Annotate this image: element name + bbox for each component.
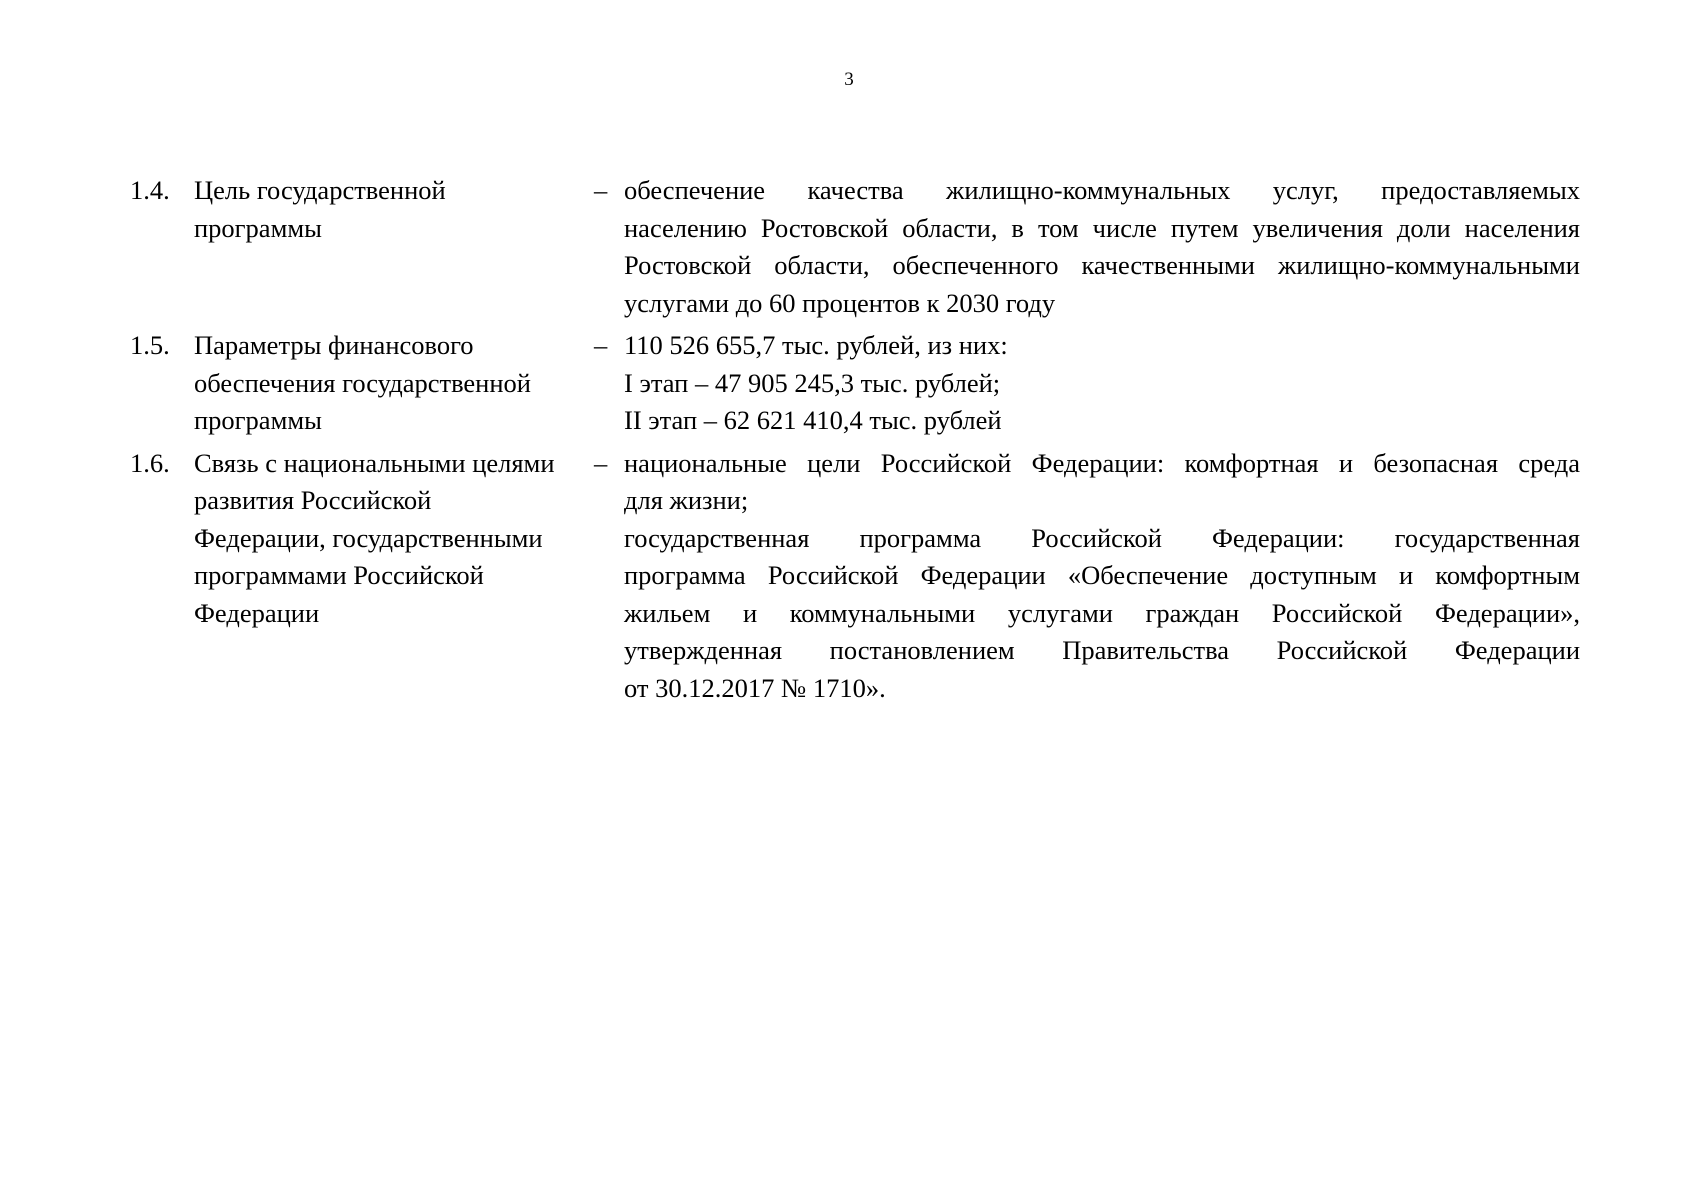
- program-passport-list: [130, 172, 1580, 712]
- row-value-line: населению Ростовской области, в том числе путем увеличения доли населения: [624, 212, 1580, 243]
- row-title-line: Федерации, государственными: [194, 522, 543, 553]
- row-title: [194, 172, 594, 247]
- row-value-line: для жизни;: [624, 485, 749, 515]
- row-value: [624, 172, 1580, 322]
- passport-row-goal: [130, 172, 1580, 322]
- row-title-line: Федерации: [194, 597, 320, 628]
- page-number: 3: [844, 69, 854, 90]
- row-number: 1.6.: [130, 447, 170, 478]
- row-value-line: услугами до 60 процентов к 2030 году: [624, 287, 1056, 318]
- row-number: 1.5.: [130, 330, 170, 360]
- row-value-line: программа Российской Федерации «Обеспечение доступным и комфортным: [624, 560, 1580, 590]
- row-title-line: программы: [194, 212, 322, 243]
- row-value-line: 110 526 655,7 тыс. рублей, из них:: [624, 330, 1008, 360]
- row-value-line: государственная программа Российской Федерации: государственная: [624, 522, 1580, 553]
- row-dash: –: [594, 330, 608, 360]
- row-value: [624, 445, 1580, 708]
- row-value-line: II этап – 62 621 410,4 тыс. рублей: [624, 405, 1002, 435]
- row-value-line: обеспечение качества жилищно-коммунальных услуг, предоставляемых: [624, 175, 1580, 205]
- row-value-line: утвержденная постановлением Правительства Российской Федерации: [624, 635, 1580, 665]
- passport-row-financing: [130, 327, 1580, 440]
- row-title-line: программы: [194, 405, 322, 435]
- row-number: 1.4.: [130, 175, 170, 205]
- passport-row-national-goals: [130, 445, 1580, 708]
- row-value-line: от 30.12.2017 № 1710».: [624, 672, 886, 703]
- row-value: [624, 327, 1580, 440]
- row-title-line: Параметры финансового: [194, 330, 474, 360]
- row-value-line: Ростовской области, обеспеченного качественными жилищно-коммунальными: [624, 250, 1580, 280]
- row-value-line: национальные цели Российской Федерации: комфортная и безопасная среда: [624, 447, 1580, 478]
- row-value-line: жильем и коммунальными услугами граждан Российской Федерации»,: [624, 597, 1580, 628]
- row-title: [194, 327, 594, 440]
- row-title-line: Цель государственной: [194, 175, 446, 205]
- row-dash: –: [594, 175, 608, 205]
- row-dash: –: [594, 447, 608, 478]
- row-title: [194, 445, 594, 633]
- row-value-line: I этап – 47 905 245,3 тыс. рублей;: [624, 367, 1001, 398]
- row-title-line: обеспечения государственной: [194, 367, 531, 398]
- row-title-line: развития Российской: [194, 485, 432, 515]
- row-title-line: Связь с национальными целями: [194, 447, 555, 478]
- row-title-line: программами Российской: [194, 560, 484, 590]
